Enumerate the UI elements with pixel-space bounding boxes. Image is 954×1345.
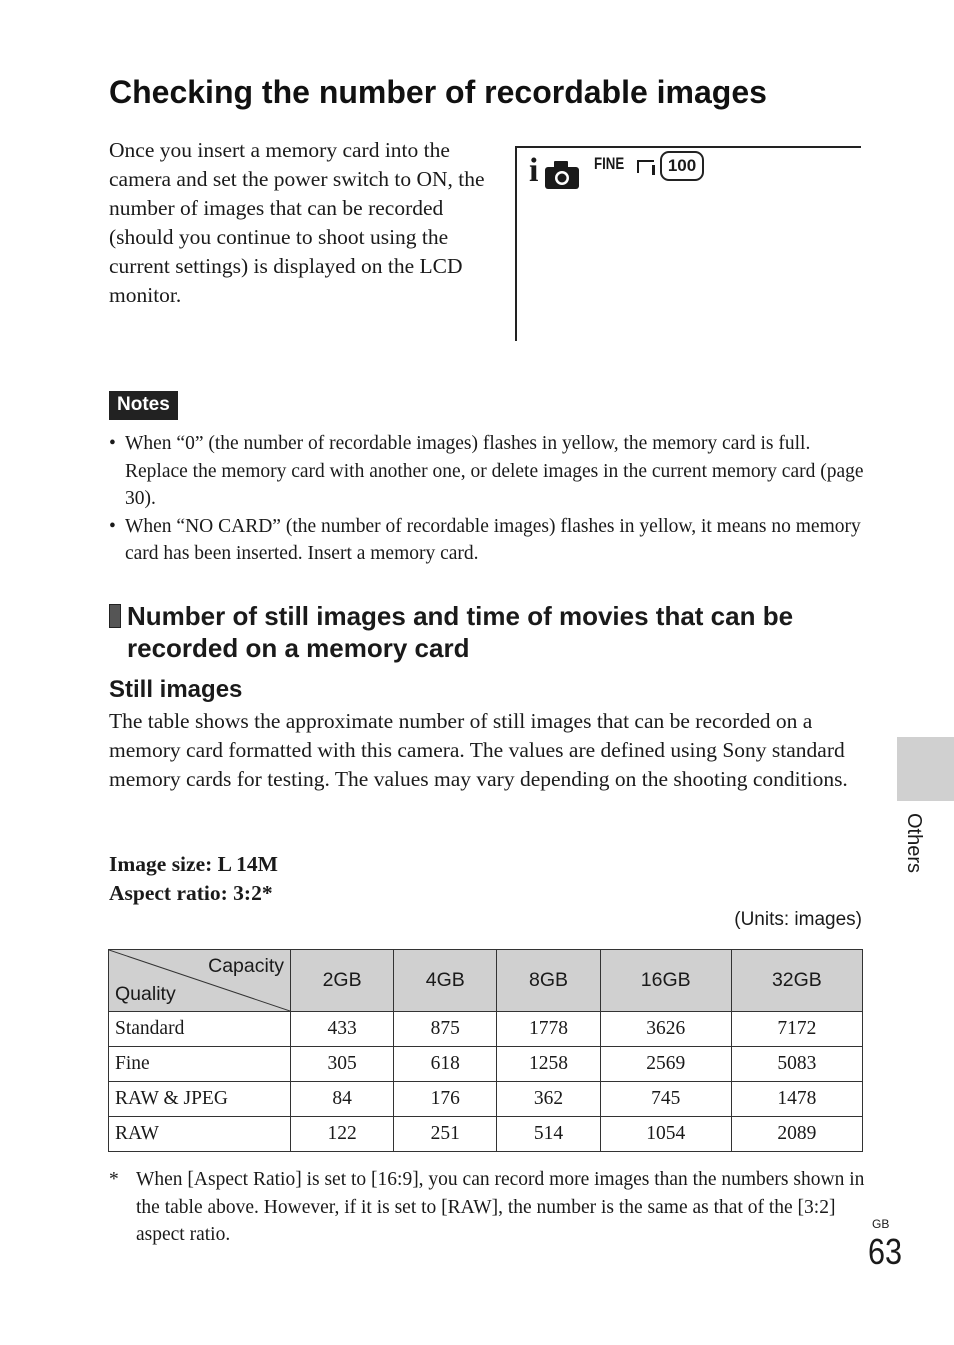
capacity-header: Capacity <box>208 955 284 977</box>
table-cell: 362 <box>497 1082 600 1117</box>
aspect-ratio-spec: Aspect ratio: 3:2* <box>109 881 273 905</box>
table-cell: 514 <box>497 1117 600 1152</box>
table-cell: 745 <box>600 1082 731 1117</box>
table-cell: 1478 <box>731 1082 862 1117</box>
table-cell: 618 <box>394 1047 497 1082</box>
table-row <box>109 1082 863 1117</box>
quality-indicator: FINE <box>594 154 625 173</box>
note-text: When “0” (the number of recordable images) flashes in yellow, the memory card is full. Replace the memory card with another one, or delete images in the current memory card (page 30). <box>125 433 864 509</box>
sub-heading: Still images <box>109 676 243 703</box>
note-item: • When “NO CARD” (the number of recordable images) flashes in yellow, it means no memory card has been inserted. Insert a memory card. <box>109 515 861 564</box>
page-number: 63 <box>868 1231 903 1272</box>
lcd-monitor-illustration <box>515 146 861 341</box>
notes-badge: Notes <box>109 391 178 420</box>
units-label: (Units: images) <box>734 909 862 930</box>
column-header: 2GB <box>291 950 394 1012</box>
table-cell: 7172 <box>731 1012 862 1047</box>
column-header: 32GB <box>731 950 862 1012</box>
column-header: 4GB <box>394 950 497 1012</box>
section-heading-text: Number of still images and time of movies that can be recorded on a memory card <box>127 601 794 663</box>
footnote <box>109 1166 869 1249</box>
table-header-row <box>109 950 863 1012</box>
row-label: RAW & JPEG <box>109 1082 291 1117</box>
table-row <box>109 1117 863 1152</box>
intro-paragraph: Once you insert a memory card into the camera and set the power switch to ON, the number of images that can be recorded (should you continue to shoot using the current settings) is displayed on the LCD monitor. <box>109 138 485 307</box>
region-code: GB <box>872 1217 890 1231</box>
table-cell: 5083 <box>731 1047 862 1082</box>
page-title: Checking the number of recordable images <box>109 74 767 110</box>
table-cell: 305 <box>291 1047 394 1082</box>
table-cell: 84 <box>291 1082 394 1117</box>
quality-header: Quality <box>115 983 176 1005</box>
image-size-spec: Image size: L 14M <box>109 852 278 876</box>
row-label: Fine <box>109 1047 291 1082</box>
column-header: 8GB <box>497 950 600 1012</box>
capacity-table <box>108 949 863 1152</box>
footnote-text: When [Aspect Ratio] is set to [16:9], you can record more images than the numbers shown in the table above. However, if it is set to [RAW], the number is the same as that of the [3:2] aspect ratio. <box>136 1169 865 1245</box>
intelligent-auto-camera-icon <box>544 160 580 190</box>
body-paragraph: The table shows the approximate number of still images that can be recorded on a memory card formatted with this camera. The values are defined using Sony standard memory cards for testing. The values may vary depending on the shooting conditions. <box>109 709 848 791</box>
table-cell: 433 <box>291 1012 394 1047</box>
table-cell: 1258 <box>497 1047 600 1082</box>
table-cell: 1778 <box>497 1012 600 1047</box>
note-text: When “NO CARD” (the number of recordable images) flashes in yellow, it means no memory card has been inserted. Insert a memory card. <box>125 515 861 564</box>
column-header: 16GB <box>600 950 731 1012</box>
table-row <box>109 1047 863 1082</box>
intelligent-auto-letter: i <box>529 152 539 189</box>
corner-header <box>109 950 291 1012</box>
side-tab-text: Others <box>903 813 925 874</box>
section-marker-icon <box>109 604 121 628</box>
table-cell: 875 <box>394 1012 497 1047</box>
aspect-ratio-icon <box>636 158 658 176</box>
table-row <box>109 1012 863 1047</box>
side-tab-marker <box>897 737 954 801</box>
row-label: Standard <box>109 1012 291 1047</box>
table-cell: 2569 <box>600 1047 731 1082</box>
footnote-mark: * <box>109 1169 119 1190</box>
notes-list <box>109 430 869 568</box>
spec-block <box>109 850 278 908</box>
row-label: RAW <box>109 1117 291 1152</box>
note-item: • When “0” (the number of recordable images) flashes in yellow, the memory card is full. Replace the memory card with another one, or delete images in the current memory card (page 30). <box>109 433 864 509</box>
table-cell: 2089 <box>731 1117 862 1152</box>
table-cell: 176 <box>394 1082 497 1117</box>
recordable-images-count: 100 <box>660 151 704 181</box>
table-cell: 251 <box>394 1117 497 1152</box>
table-cell: 1054 <box>600 1117 731 1152</box>
section-heading <box>109 600 869 664</box>
table-cell: 3626 <box>600 1012 731 1047</box>
side-tab-label <box>893 813 933 893</box>
table-cell: 122 <box>291 1117 394 1152</box>
